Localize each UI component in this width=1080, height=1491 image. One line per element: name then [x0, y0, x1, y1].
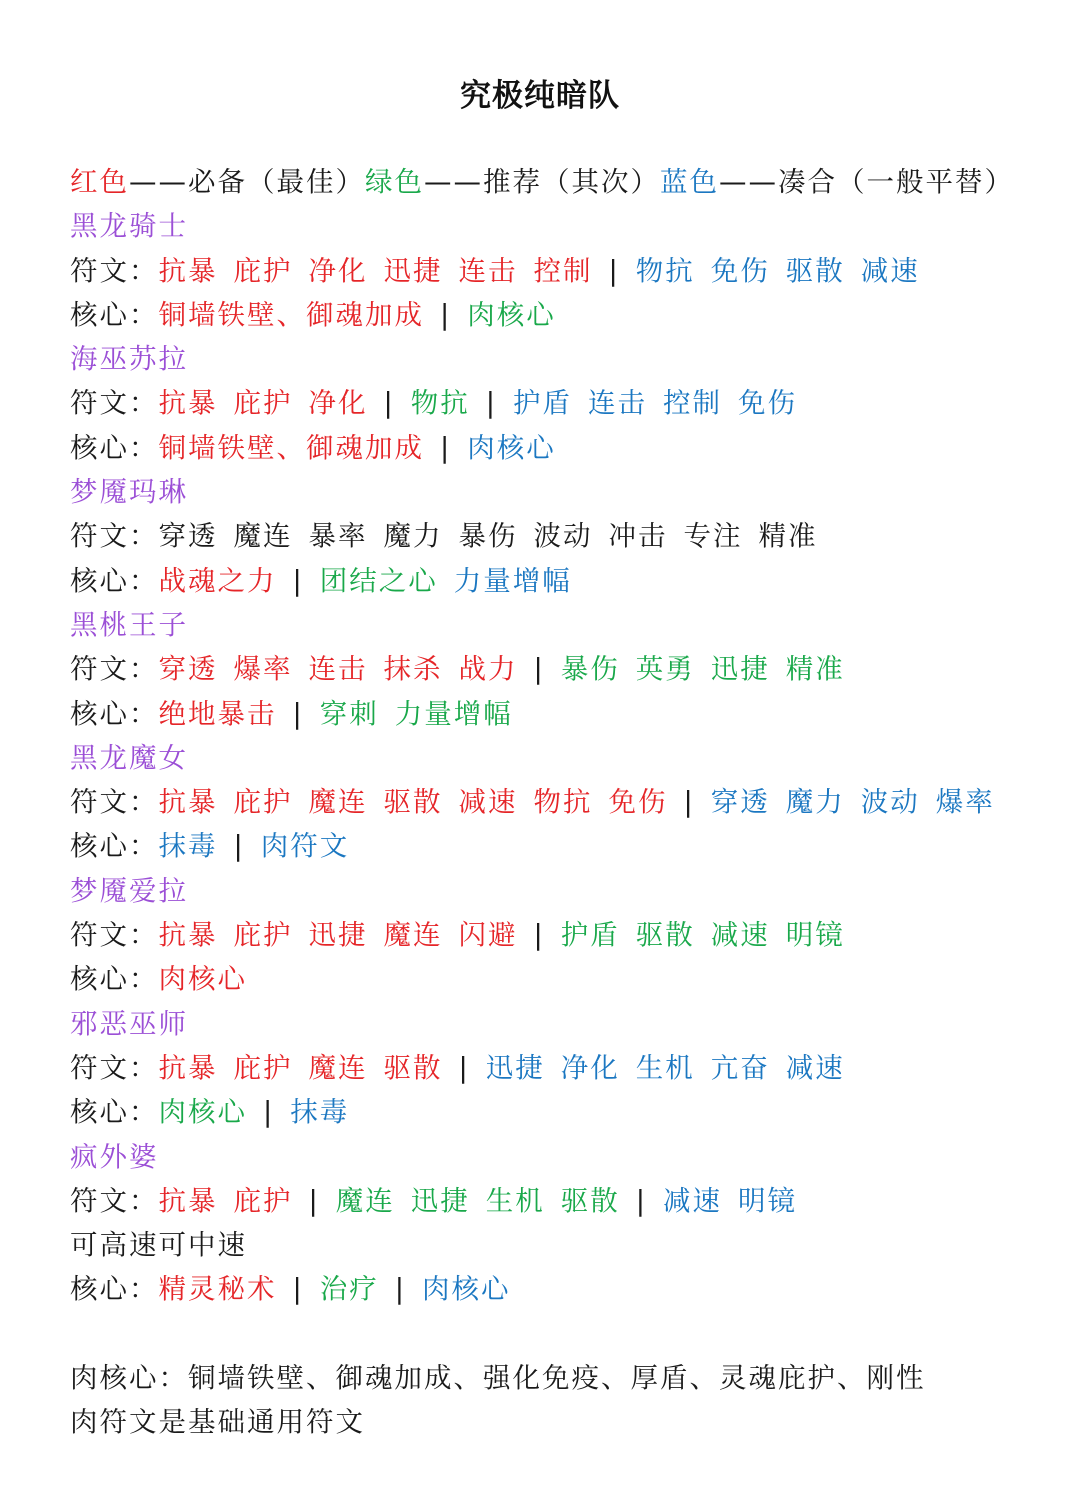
rune-item: 免伤: [738, 387, 798, 420]
rune-item: 抗暴: [158, 919, 218, 952]
rune-item: 减速: [663, 1184, 723, 1217]
rune-row: [70, 249, 1060, 293]
core-row: [70, 957, 1060, 1001]
rune-item: 庇护: [233, 919, 293, 952]
rune-item: 治疗: [319, 1273, 379, 1306]
row-label: 核心：: [70, 298, 159, 331]
rune-item: 魔力: [383, 520, 443, 553]
row-label: 符文：: [70, 1184, 159, 1217]
separator: |: [394, 1273, 407, 1306]
rune-item: 抗暴: [158, 1184, 218, 1217]
rune-item: 生机: [635, 1051, 695, 1084]
legend-segment: 绿色: [365, 166, 424, 198]
rune-item: 爆率: [233, 653, 293, 686]
legend-line: [70, 160, 1060, 204]
rune-item: 魔连: [308, 786, 368, 819]
separator: |: [485, 387, 498, 420]
rune-item: 净化: [560, 1051, 620, 1084]
rune-item: 精准: [758, 520, 818, 553]
rune-item: 肉核心: [467, 298, 556, 331]
rune-item: 抗暴: [158, 387, 218, 420]
separator: |: [292, 697, 304, 730]
rune-item: 抹杀: [383, 653, 443, 686]
separator: |: [292, 564, 304, 597]
rune-item: 抹毒: [290, 1096, 350, 1129]
core-row: [70, 692, 1060, 736]
rune-item: 肉核心: [467, 431, 556, 464]
row-label: 核心：: [70, 431, 159, 464]
rune-item: 庇护: [233, 254, 293, 287]
core-row: [70, 426, 1060, 470]
rune-item: 净化: [308, 387, 368, 420]
rune-item: 连击: [308, 653, 368, 686]
rune-item: 免伤: [608, 786, 668, 819]
rune-item: 暴伤: [560, 653, 620, 686]
separator: |: [635, 1184, 648, 1217]
rune-item: 明镜: [785, 919, 845, 952]
row-label: 核心：: [70, 1273, 159, 1306]
rune-item: 迅捷: [383, 254, 443, 287]
legend-segment: ——必备（最佳）: [129, 166, 365, 198]
rune-item: 连击: [588, 387, 648, 420]
separator: |: [533, 653, 545, 686]
separator: |: [383, 387, 395, 420]
hero-name: 海巫苏拉: [70, 343, 188, 376]
rune-item: 绝地暴击: [158, 697, 277, 730]
hero-name: 梦魇爱拉: [70, 874, 188, 907]
hero-name: 黑龙魔女: [70, 741, 188, 774]
legend-segment: 红色: [70, 166, 129, 198]
page-title: 究极纯暗队: [460, 78, 620, 114]
row-label: 符文：: [70, 653, 159, 686]
rune-item: 抗暴: [158, 786, 218, 819]
row-label: 符文：: [70, 919, 159, 952]
row-label: 核心：: [70, 697, 159, 730]
rune-item: 穿透: [158, 520, 218, 553]
core-row: [70, 824, 1060, 868]
rune-item: 减速: [785, 1051, 845, 1084]
rune-item: 物抗: [533, 786, 593, 819]
row-label: 符文：: [70, 520, 159, 553]
rune-item: 英勇: [635, 653, 695, 686]
separator: |: [683, 786, 695, 819]
row-label: 符文：: [70, 254, 159, 287]
legend-segment: ——凑合（一般平替）: [719, 166, 1014, 198]
footnote-runes: 肉符文是基础通用符文: [70, 1406, 365, 1439]
rune-item: 减速: [860, 254, 920, 287]
separator: |: [233, 830, 245, 863]
rune-item: 肉核心: [158, 963, 247, 996]
separator: |: [440, 298, 452, 331]
rune-row: [70, 514, 1060, 558]
rune-item: 控制: [663, 387, 723, 420]
row-label: 符文：: [70, 1051, 159, 1084]
rune-item: 亢奋: [710, 1051, 770, 1084]
rune-item: 驱散: [560, 1184, 620, 1217]
rune-row: [70, 647, 1060, 691]
rune-item: 物抗: [635, 254, 695, 287]
row-label: 符文：: [70, 387, 159, 420]
rune-item: 穿刺: [319, 697, 379, 730]
row-label: 符文：: [70, 786, 159, 819]
rune-item: 铜墙铁壁、御魂加成: [158, 431, 424, 464]
rune-item: 团结之心: [319, 564, 438, 597]
rune-item: 战力: [458, 653, 518, 686]
hero-name: 黑龙骑士: [70, 210, 188, 243]
core-row: [70, 1090, 1060, 1134]
legend-segment: 蓝色: [660, 166, 719, 198]
hero-note: 可高速可中速: [70, 1229, 247, 1262]
rune-item: 庇护: [233, 786, 293, 819]
core-row: [70, 1267, 1060, 1311]
rune-item: 暴伤: [458, 520, 518, 553]
rune-item: 暴率: [308, 520, 368, 553]
rune-item: 护盾: [560, 919, 620, 952]
rune-item: 魔力: [785, 786, 845, 819]
separator: |: [533, 919, 545, 952]
rune-item: 穿透: [158, 653, 218, 686]
rune-row: [70, 381, 1060, 425]
core-row: [70, 293, 1060, 337]
rune-item: 免伤: [710, 254, 770, 287]
rune-item: 迅捷: [485, 1051, 545, 1084]
footnote-core: 肉核心：铜墙铁壁、御魂加成、强化免疫、厚盾、灵魂庇护、刚性: [70, 1361, 926, 1394]
rune-item: 魔连: [335, 1184, 395, 1217]
rune-item: 明镜: [738, 1184, 798, 1217]
legend-segment: ——推荐（其次）: [424, 166, 660, 198]
row-label: 核心：: [70, 830, 159, 863]
rune-item: 驱散: [785, 254, 845, 287]
rune-item: 驱散: [383, 786, 443, 819]
rune-item: 驱散: [383, 1051, 443, 1084]
row-label: 核心：: [70, 963, 159, 996]
separator: |: [308, 1184, 320, 1217]
core-row: [70, 559, 1060, 603]
rune-item: 波动: [860, 786, 920, 819]
rune-item: 抹毒: [158, 830, 218, 863]
rune-item: 庇护: [233, 1184, 293, 1217]
rune-item: 魔连: [383, 919, 443, 952]
rune-item: 肉符文: [260, 830, 350, 863]
hero-name: 邪恶巫师: [70, 1007, 188, 1040]
spacer: [70, 1312, 1060, 1356]
content: [70, 160, 1060, 1444]
rune-item: 精灵秘术: [158, 1273, 277, 1306]
rune-item: 净化: [308, 254, 368, 287]
rune-item: 迅捷: [410, 1184, 470, 1217]
rune-item: 肉核心: [158, 1096, 247, 1129]
rune-item: 力量增幅: [394, 697, 513, 730]
rune-row: [70, 780, 1060, 824]
rune-item: 庇护: [233, 1051, 293, 1084]
rune-item: 物抗: [410, 387, 470, 420]
rune-row: [70, 913, 1060, 957]
rune-item: 精准: [785, 653, 845, 686]
rune-item: 战魂之力: [158, 564, 277, 597]
rune-item: 抗暴: [158, 254, 218, 287]
rune-item: 控制: [533, 254, 593, 287]
rune-item: 连击: [458, 254, 518, 287]
rune-item: 肉核心: [422, 1273, 511, 1306]
hero-list: [70, 204, 1060, 1311]
rune-item: 迅捷: [710, 653, 770, 686]
rune-item: 铜墙铁壁、御魂加成: [158, 298, 424, 331]
rune-item: 专注: [683, 520, 743, 553]
separator: |: [608, 254, 620, 287]
rune-item: 驱散: [635, 919, 695, 952]
hero-name: 黑桃王子: [70, 608, 188, 641]
rune-item: 护盾: [513, 387, 573, 420]
rune-item: 减速: [710, 919, 770, 952]
rune-item: 波动: [533, 520, 593, 553]
hero-name: 疯外婆: [70, 1140, 159, 1173]
rune-item: 闪避: [458, 919, 518, 952]
rune-item: 减速: [458, 786, 518, 819]
hero-name: 梦魇玛琳: [70, 476, 188, 509]
rune-row: [70, 1179, 1060, 1223]
row-label: 核心：: [70, 564, 159, 597]
rune-item: 生机: [485, 1184, 545, 1217]
rune-item: 庇护: [233, 387, 293, 420]
rune-item: 爆率: [935, 786, 995, 819]
rune-row: [70, 1046, 1060, 1090]
separator: |: [440, 431, 452, 464]
rune-item: 力量增幅: [453, 564, 572, 597]
separator: |: [263, 1096, 275, 1129]
rune-item: 穿透: [710, 786, 770, 819]
rune-item: 魔连: [308, 1051, 368, 1084]
rune-item: 魔连: [233, 520, 293, 553]
separator: |: [292, 1273, 304, 1306]
rune-item: 抗暴: [158, 1051, 218, 1084]
separator: |: [458, 1051, 470, 1084]
rune-item: 冲击: [608, 520, 668, 553]
rune-item: 迅捷: [308, 919, 368, 952]
row-label: 核心：: [70, 1096, 159, 1129]
